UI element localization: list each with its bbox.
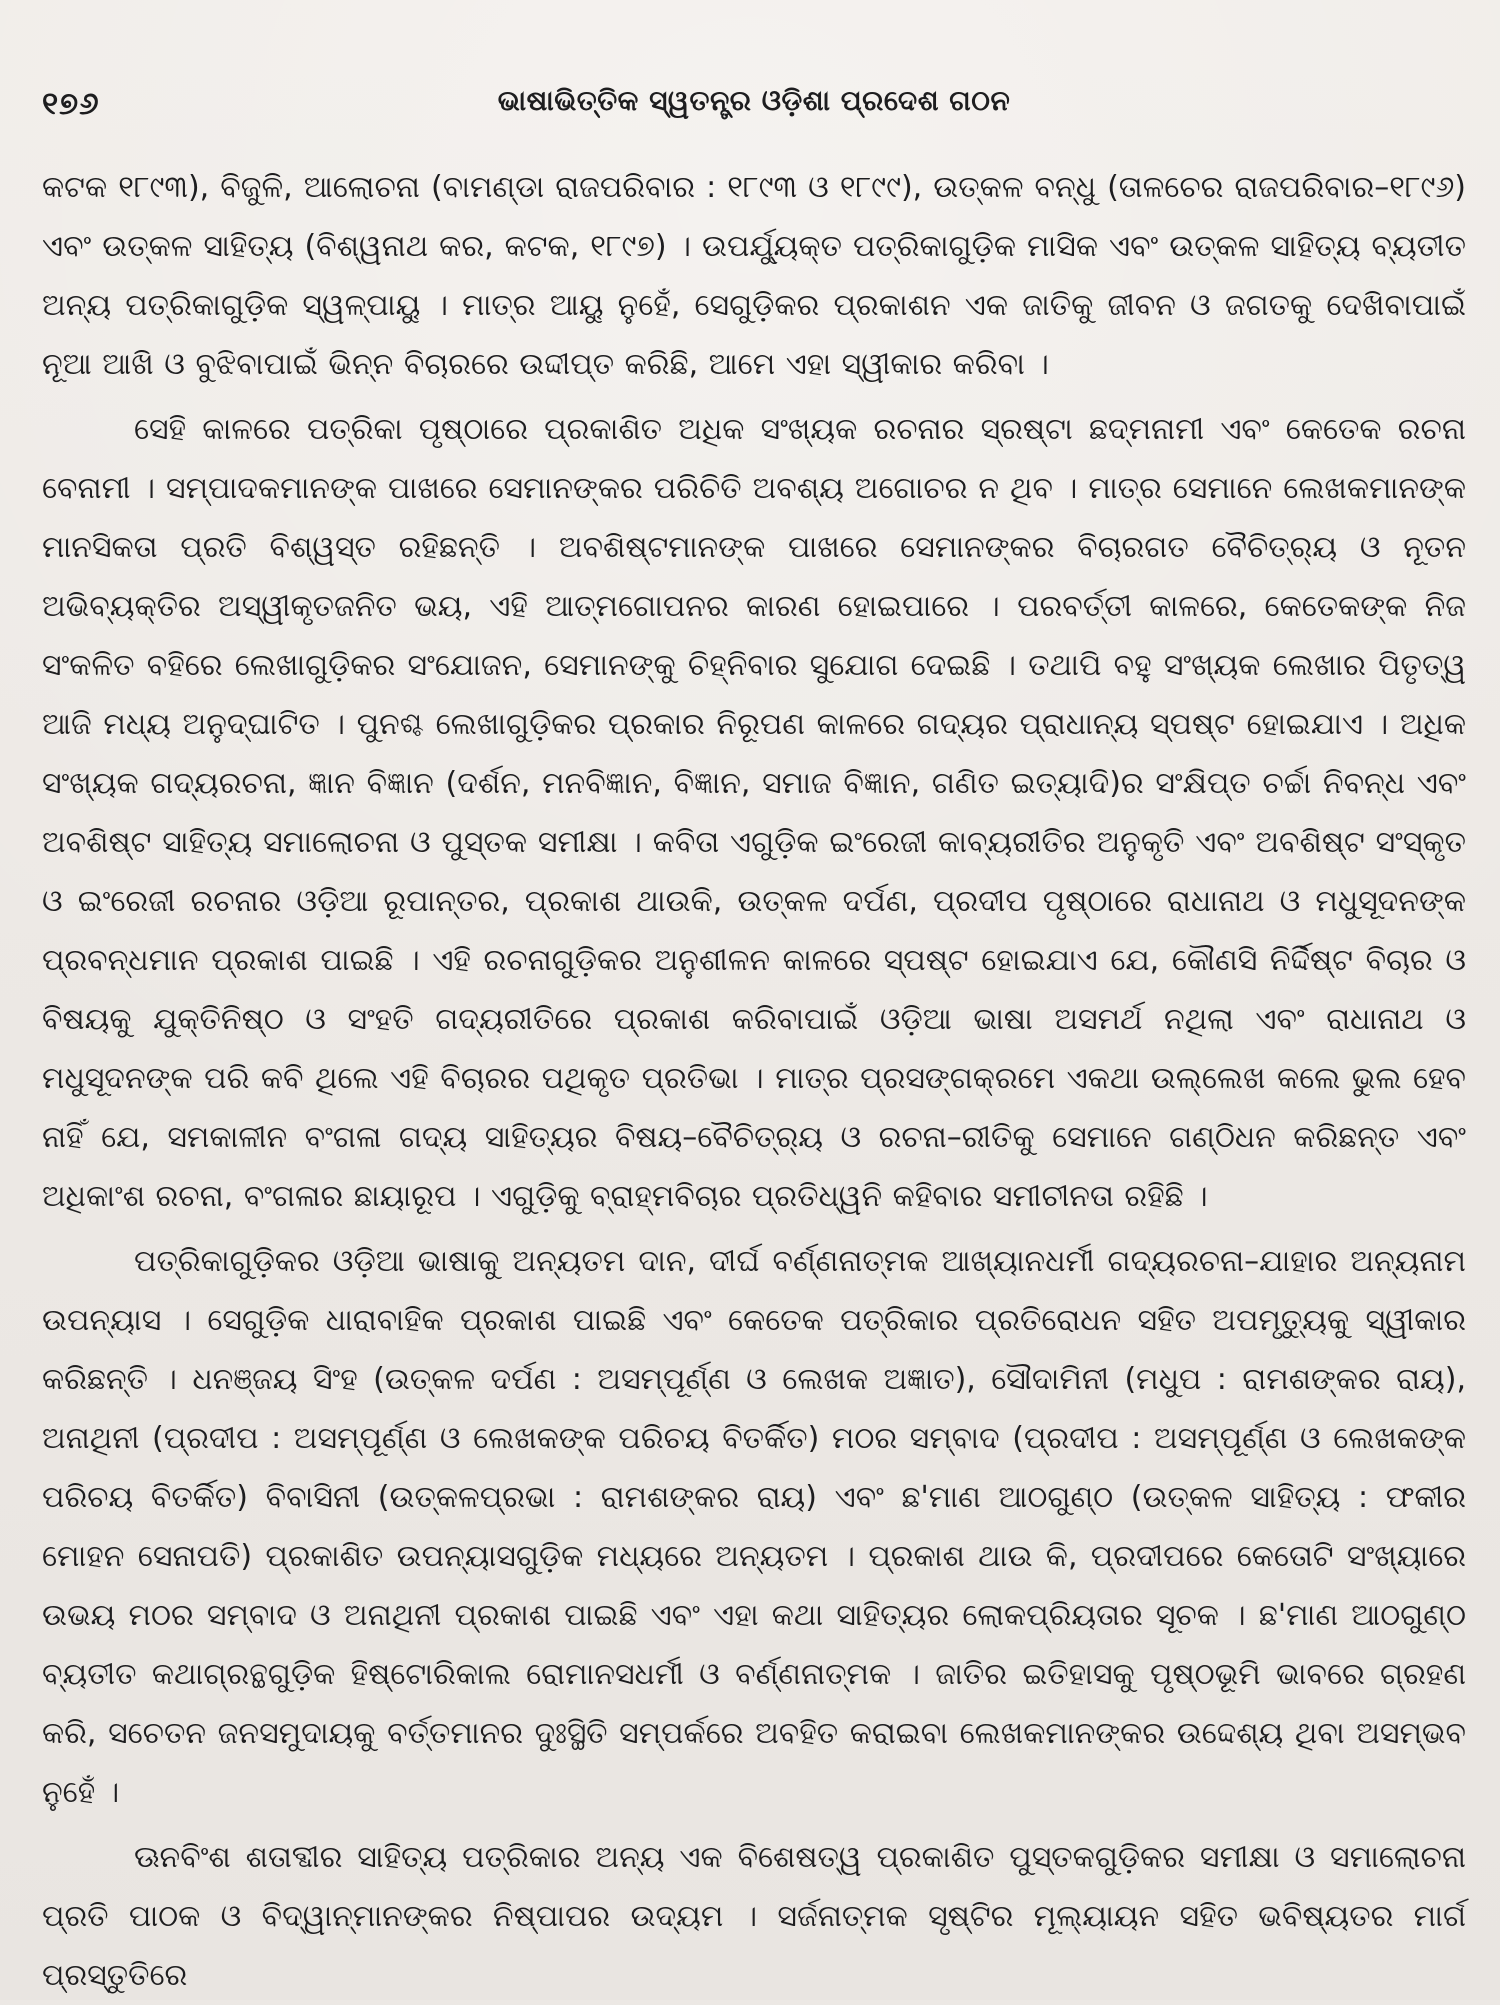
body-text [42, 158, 1466, 2005]
page-header [42, 78, 1466, 148]
paragraph-1: କଟକ ୧୮୯୩), ବିଜୁଳି, ଆଲୋଚନା (ବାମଣ୍ଡା ରାଜପରିବାର : ୧୮୯୩ ଓ ୧୮୯୯), ଉତ୍କଳ ବନ୍ଧୁ (ତାଳଚେର ରାଜପରିବାର–୧୮୯୬) ଏବଂ ଉତ୍କଳ ସାହିତ୍ୟ (ବିଶ୍ୱନାଥ କର, କଟକ, ୧୮୯୭) । ଉପର୍ଯ୍ୟୁକ୍ତ ପତ୍ରିକାଗୁଡ଼ିକ ମାସିକ ଏବଂ ଉତ୍କଳ ସାହିତ୍ୟ ବ୍ୟତୀତ ଅନ୍ୟ ପତ୍ରିକାଗୁଡ଼ିକ ସ୍ୱଳ୍ପାୟୁ । ମାତ୍ର ଆୟୁ ନୁହେଁ, ସେଗୁଡ଼ିକର ପ୍ରକାଶନ ଏକ ଜାତିକୁ ଜୀବନ ଓ ଜଗତକୁ ଦେଖିବାପାଇଁ ନୂଆ ଆଖି ଓ ବୁଝିବାପାଇଁ ଭିନ୍ନ ବିଚାରରେ ଉଦ୍ଦୀପ୍ତ କରିଛି, ଆମେ ଏହା ସ୍ୱୀକାର କରିବା । [42, 170, 1466, 382]
paragraph-4: ଊନବିଂଶ ଶତାବ୍ଦୀର ସାହିତ୍ୟ ପତ୍ରିକାର ଅନ୍ୟ ଏକ ବିଶେଷତ୍ୱ ପ୍ରକାଶିତ ପୁସ୍ତକଗୁଡ଼ିକର ସମୀକ୍ଷା ଓ ସମାଲୋଚନା ପ୍ରତି ପାଠକ ଓ ବିଦ୍ୱାନ୍‌ମାନଙ୍କର ନିଷ୍ପାପର ଉଦ୍ୟମ । ସର୍ଜନାତ୍ମକ ସୃଷ୍ଟିର ମୂଲ୍ୟାୟନ ସହିତ ଭବିଷ୍ୟତର ମାର୍ଗ ପ୍ରସ୍ତୁତିରେ [42, 1840, 1466, 1993]
running-title: ଭାଷାଭିତ୍ତିକ ସ୍ୱତନ୍ତ୍ର ଓଡ଼ିଶା ପ୍ରଦେଶ ଗଠନ [497, 84, 1011, 117]
paragraph-3: ପତ୍ରିକାଗୁଡ଼ିକର ଓଡ଼ିଆ ଭାଷାକୁ ଅନ୍ୟତମ ଦାନ, ଦୀର୍ଘ ବର୍ଣ୍ଣନାତ୍ମକ ଆଖ୍ୟାନଧର୍ମୀ ଗଦ୍ୟରଚନା–ଯାହାର ଅନ୍ୟନାମ ଉପନ୍ୟାସ । ସେଗୁଡ଼ିକ ଧାରାବାହିକ ପ୍ରକାଶ ପାଇଛି ଏବଂ କେତେକ ପତ୍ରିକାର ପ୍ରତିରୋଧନ ସହିତ ଅପମୃତ୍ୟୁକୁ ସ୍ୱୀକାର କରିଛନ୍ତି । ଧନଞ୍ଜୟ ସିଂହ (ଉତ୍କଳ ଦର୍ପଣ : ଅସମ୍ପୂର୍ଣ୍ଣ ଓ ଲେଖକ ଅଜ୍ଞାତ), ସୌଦାମିନୀ (ମଧୁପ : ରାମଶଙ୍କର ରାୟ), ଅନାଥିନୀ (ପ୍ରଦୀପ : ଅସମ୍ପୂର୍ଣ୍ଣ ଓ ଲେଖକଙ୍କ ପରିଚୟ ବିତର୍କିତ) ମଠର ସମ୍ବାଦ (ପ୍ରଦୀପ : ଅସମ୍ପୂର୍ଣ୍ଣ ଓ ଲେଖକଙ୍କ ପରିଚୟ ବିତର୍କିତ) ବିବାସିନୀ (ଉତ୍କଳପ୍ରଭା : ରାମଶଙ୍କର ରାୟ) ଏବଂ ଛ'ମାଣ ଆଠଗୁଣ୍ଠ (ଉତ୍କଳ ସାହିତ୍ୟ : ଫକୀର ମୋହନ ସେନାପତି) ପ୍ରକାଶିତ ଉପନ୍ୟାସଗୁଡ଼ିକ ମଧ୍ୟରେ ଅନ୍ୟତମ । ପ୍ରକାଶ ଥାଉ କି, ପ୍ରଦୀପରେ କେତୋଟି ସଂଖ୍ୟାରେ ଉଭୟ ମଠର ସମ୍ବାଦ ଓ ଅନାଥିନୀ ପ୍ରକାଶ ପାଇଛି ଏବଂ ଏହା କଥା ସାହିତ୍ୟର ଲୋକପ୍ରିୟତାର ସୂଚକ । ଛ'ମାଣ ଆଠଗୁଣ୍ଠ ବ୍ୟତୀତ କଥାଗ୍ରନ୍ଥଗୁଡ଼ିକ ହିଷ୍ଟୋରିକାଲ ରୋମାନସଧର୍ମୀ ଓ ବର୍ଣ୍ଣନାତ୍ମକ । ଜାତିର ଇତିହାସକୁ ପୃଷ୍ଠଭୂମି ଭାବରେ ଗ୍ରହଣ କରି, ସଚେତନ ଜନସମୁଦାୟକୁ ବର୍ତ୍ତମାନର ଦୁଃସ୍ଥିତି ସମ୍ପର୍କରେ ଅବହିତ କରାଇବା ଲେଖକମାନଙ୍କର ଉଦ୍ଦେଶ୍ୟ ଥିବା ଅସମ୍ଭବ ନୁହେଁ । [42, 1244, 1466, 1810]
page-number: ୧୭୬ [42, 86, 100, 122]
paragraph-2: ସେହି କାଳରେ ପତ୍ରିକା ପୃଷ୍ଠାରେ ପ୍ରକାଶିତ ଅଧିକ ସଂଖ୍ୟକ ରଚନାର ସ୍ରଷ୍ଟା ଛଦ୍ମନାମୀ ଏବଂ କେତେକ ରଚନା ବେନାମୀ । ସମ୍ପାଦକମାନଙ୍କ ପାଖରେ ସେମାନଙ୍କର ପରିଚିତି ଅବଶ୍ୟ ଅଗୋଚର ନ ଥିବ । ମାତ୍ର ସେମାନେ ଲେଖକମାନଙ୍କ ମାନସିକତା ପ୍ରତି ବିଶ୍ୱସ୍ତ ରହିଛନ୍ତି । ଅବଶିଷ୍ଟମାନଙ୍କ ପାଖରେ ସେମାନଙ୍କର ବିଚାରଗତ ବୈଚିତ୍ର୍ୟ ଓ ନୂତନ ଅଭିବ୍ୟକ୍ତିର ଅସ୍ୱୀକୃତଜନିତ ଭୟ, ଏହି ଆତ୍ମଗୋପନର କାରଣ ହୋଇପାରେ । ପରବର୍ତ୍ତୀ କାଳରେ, କେତେକଙ୍କ ନିଜ ସଂକଳିତ ବହିରେ ଲେଖାଗୁଡ଼ିକର ସଂଯୋଜନ, ସେମାନଙ୍କୁ ଚିହ୍ନିବାର ସୁଯୋଗ ଦେଇଛି । ତଥାପି ବହୁ ସଂଖ୍ୟକ ଲେଖାର ପିତୃତ୍ୱ ଆଜି ମଧ୍ୟ ଅନୁଦ୍‌ଘାଟିତ । ପୁନଶ୍ଚ ଲେଖାଗୁଡ଼ିକର ପ୍ରକାର ନିରୂପଣ କାଳରେ ଗଦ୍ୟର ପ୍ରାଧାନ୍ୟ ସ୍ପଷ୍ଟ ହୋଇଯାଏ । ଅଧିକ ସଂଖ୍ୟକ ଗଦ୍ୟରଚନା, ଜ୍ଞାନ ବିଜ୍ଞାନ (ଦର୍ଶନ, ମନବିଜ୍ଞାନ, ବିଜ୍ଞାନ, ସମାଜ ବିଜ୍ଞାନ, ଗଣିତ ଇତ୍ୟାଦି)ର ସଂକ୍ଷିପ୍ତ ଚର୍ଚ୍ଚା ନିବନ୍ଧ ଏବଂ ଅବଶିଷ୍ଟ ସାହିତ୍ୟ ସମାଲୋଚନା ଓ ପୁସ୍ତକ ସମୀକ୍ଷା । କବିତା ଏଗୁଡ଼ିକ ଇଂରେଜୀ କାବ୍ୟରୀତିର ଅନୁକୃତି ଏବଂ ଅବଶିଷ୍ଟ ସଂସ୍କୃତ ଓ ଇଂରେଜୀ ରଚନାର ଓଡ଼ିଆ ରୂପାନ୍ତର, ପ୍ରକାଶ ଥାଉକି, ଉତ୍କଳ ଦର୍ପଣ, ପ୍ରଦୀପ ପୃଷ୍ଠାରେ ରାଧାନାଥ ଓ ମଧୁସୂଦନଙ୍କ ପ୍ରବନ୍ଧମାନ ପ୍ରକାଶ ପାଇଛି । ଏହି ରଚନାଗୁଡ଼ିକର ଅନୁଶୀଳନ କାଳରେ ସ୍ପଷ୍ଟ ହୋଇଯାଏ ଯେ, କୌଣସି ନିର୍ଦ୍ଦିଷ୍ଟ ବିଚାର ଓ ବିଷୟକୁ ଯୁକ୍ତିନିଷ୍ଠ ଓ ସଂହତି ଗଦ୍ୟରୀତିରେ ପ୍ରକାଶ କରିବାପାଇଁ ଓଡ଼ିଆ ଭାଷା ଅସମର୍ଥ ନଥିଲା ଏବଂ ରାଧାନାଥ ଓ ମଧୁସୂଦନଙ୍କ ପରି କବି ଥିଲେ ଏହି ବିଚାରର ପଥିକୃତ ପ୍ରତିଭା । ମାତ୍ର ପ୍ରସଙ୍ଗକ୍ରମେ ଏକଥା ଉଲ୍ଲେଖ କଲେ ଭୁଲ ହେବ ନାହିଁ ଯେ, ସମକାଳୀନ ବଂଗଳା ଗଦ୍ୟ ସାହିତ୍ୟର ବିଷୟ–ବୈଚିତ୍ର୍ୟ ଓ ରଚନା–ରୀତିକୁ ସେମାନେ ଗଣ୍ଠିଧନ କରିଛନ୍ତ ଏବଂ ଅଧିକାଂଶ ରଚନା, ବଂଗଳାର ଛାୟାରୂପ । ଏଗୁଡ଼ିକୁ ବ୍ରାହ୍ମବିଚାର ପ୍ରତିଧ୍ୱନି କହିବାର ସମୀଚୀନତା ରହିଛି । [42, 412, 1466, 1214]
